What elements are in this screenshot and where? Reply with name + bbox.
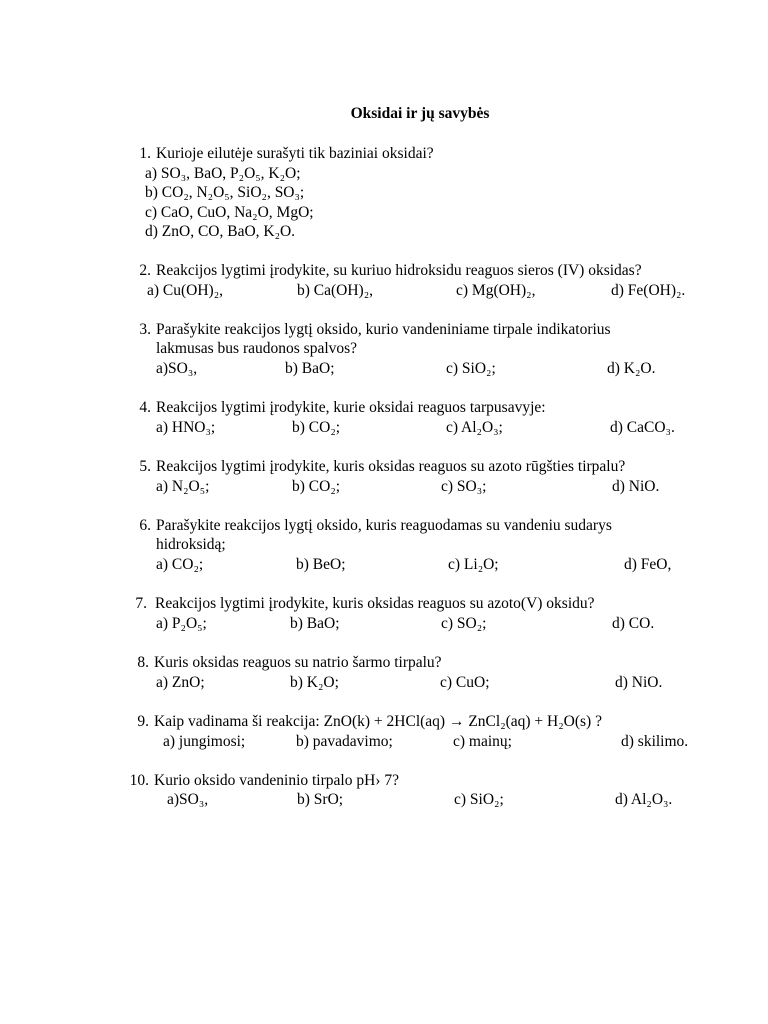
question-text: Reakcijos lygtimi įrodykite, kurie oksidai reaguos tarpusavyje: bbox=[156, 399, 546, 416]
answer-option: a) CO₂; bbox=[156, 556, 204, 573]
document-title: Oksidai ir jų savybės bbox=[350, 105, 490, 122]
answer-option: b) K₂O; bbox=[290, 674, 339, 691]
question-text: Kurio oksido vandeninio tirpalo pH› 7? bbox=[154, 772, 399, 789]
answer-option: a) HNO₃; bbox=[156, 419, 216, 436]
answer-option: a) SO₃, BaO, P₂O₅, K₂O; bbox=[145, 165, 301, 182]
question-number: 8. bbox=[137, 654, 149, 671]
answer-option: b) BaO; bbox=[290, 615, 340, 632]
answer-option: c) SiO₂; bbox=[454, 791, 504, 808]
answer-option: b) pavadavimo; bbox=[296, 733, 393, 750]
answer-option: a)SO₃, bbox=[156, 360, 198, 377]
question-number: 7. bbox=[135, 595, 147, 612]
answer-option: d) CaCO₃. bbox=[610, 419, 675, 436]
question-text: Reakcijos lygtimi įrodykite, su kuriuo hidroksidu reaguos sieros (IV) oksidas? bbox=[156, 262, 642, 279]
answer-option: d) skilimo. bbox=[621, 733, 689, 750]
answer-option: c) CuO; bbox=[440, 674, 490, 691]
answer-option: d) Al₂O₃. bbox=[615, 791, 673, 808]
question-text: Kurioje eilutėje surašyti tik baziniai oksidai? bbox=[156, 145, 434, 162]
answer-option: c) mainų; bbox=[453, 733, 512, 750]
question-number: 1. bbox=[139, 145, 151, 162]
answer-option: d) NiO. bbox=[612, 478, 660, 495]
answer-option: c) Li₂O; bbox=[448, 556, 499, 573]
question-text: hidroksidą; bbox=[156, 536, 226, 553]
question-text: Parašykite reakcijos lygtį oksido, kuris reaguodamas su vandeniu sudarys bbox=[156, 517, 612, 534]
answer-option: d) Fe(OH)₂. bbox=[611, 282, 686, 299]
question-number: 2. bbox=[139, 262, 151, 279]
answer-option: d) K₂O. bbox=[607, 360, 656, 377]
answer-option: b) SrO; bbox=[297, 791, 344, 808]
answer-option: c) Al₂O₃; bbox=[446, 419, 503, 436]
answer-option: d) NiO. bbox=[615, 674, 663, 691]
question-number: 3. bbox=[139, 321, 151, 338]
question-number: 5. bbox=[139, 458, 151, 475]
answer-option: a) Cu(OH)₂, bbox=[147, 282, 223, 299]
answer-option: d) CO. bbox=[612, 615, 655, 632]
answer-option: c) SO₂; bbox=[441, 615, 487, 632]
answer-option: c) Mg(OH)₂, bbox=[456, 282, 536, 299]
question-text: Reakcijos lygtimi įrodykite, kuris oksidas reaguos su azoto rūgšties tirpalu? bbox=[156, 458, 626, 475]
answer-option: b) CO₂; bbox=[292, 478, 341, 495]
answer-option: d) FeO, bbox=[624, 556, 672, 573]
question-number: 6. bbox=[139, 517, 151, 534]
answer-option: c) CaO, CuO, Na₂O, MgO; bbox=[145, 204, 314, 221]
question-text: lakmusas bus raudonos spalvos? bbox=[156, 340, 358, 357]
question-number: 10. bbox=[129, 772, 149, 789]
answer-option: b) Ca(OH)₂, bbox=[297, 282, 373, 299]
answer-option: b) CO₂, N₂O₅, SiO₂, SO₃; bbox=[145, 184, 305, 201]
question-text: Kaip vadinama ši reakcija: ZnO(k) + 2HCl(aq) → ZnCl₂(aq) + H₂O(s) ? bbox=[154, 713, 602, 730]
answer-option: d) ZnO, CO, BaO, K₂O. bbox=[145, 223, 296, 240]
answer-option: a) N₂O₅; bbox=[156, 478, 210, 495]
question-text: Reakcijos lygtimi įrodykite, kuris oksidas reaguos su azoto(V) oksidu? bbox=[155, 595, 595, 612]
answer-option: b) BeO; bbox=[296, 556, 346, 573]
answer-option: a) jungimosi; bbox=[163, 733, 246, 750]
answer-option: b) BaO; bbox=[285, 360, 335, 377]
question-number: 4. bbox=[139, 399, 151, 416]
answer-option: a) ZnO; bbox=[156, 674, 205, 691]
question-text: Parašykite reakcijos lygtį oksido, kurio vandeniniame tirpale indikatorius bbox=[156, 321, 611, 338]
answer-option: a)SO₃, bbox=[167, 791, 209, 808]
question-text: Kuris oksidas reaguos su natrio šarmo tirpalu? bbox=[154, 654, 442, 671]
answer-option: a) P₂O₅; bbox=[156, 615, 207, 632]
answer-option: c) SiO₂; bbox=[446, 360, 496, 377]
question-number: 9. bbox=[137, 713, 149, 730]
answer-option: c) SO₃; bbox=[441, 478, 487, 495]
answer-option: b) CO₂; bbox=[292, 419, 341, 436]
